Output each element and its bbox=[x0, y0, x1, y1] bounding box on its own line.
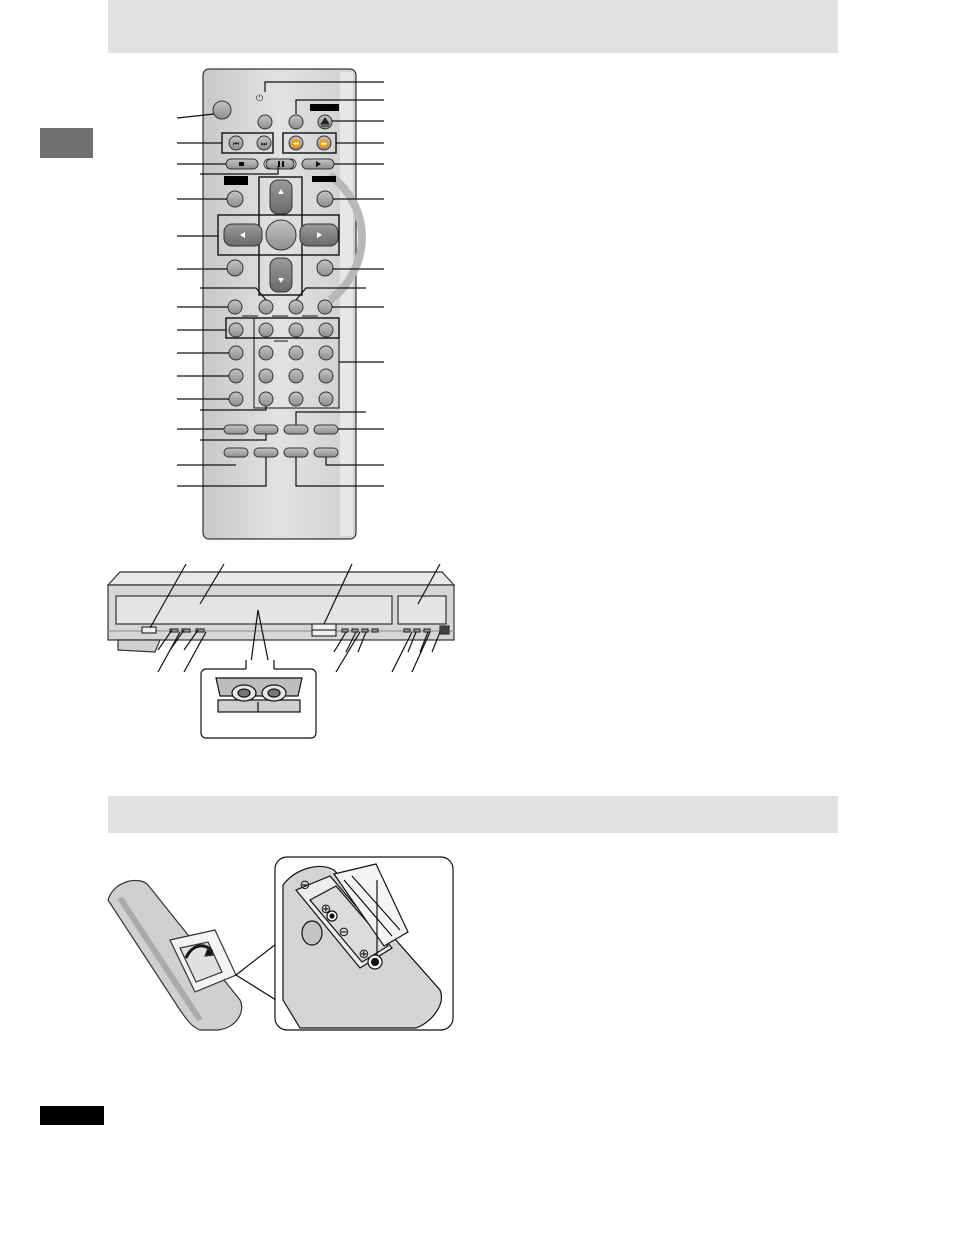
fast-forward-icon: ⏩ bbox=[319, 141, 329, 148]
rewind-icon: ⏪ bbox=[291, 141, 301, 148]
zoom-connector bbox=[236, 944, 276, 1000]
keypad-button[interactable] bbox=[259, 346, 273, 360]
top-button-2[interactable] bbox=[289, 115, 303, 129]
keypad-button[interactable] bbox=[319, 369, 333, 383]
remote-back-illustration bbox=[108, 880, 242, 1030]
keypad-button[interactable] bbox=[319, 323, 333, 337]
keypad-button[interactable] bbox=[289, 392, 303, 406]
remote-control bbox=[203, 69, 362, 539]
keypad-button[interactable] bbox=[229, 392, 243, 406]
skip-next-icon: ⏭ bbox=[260, 141, 268, 148]
keypad-button[interactable] bbox=[259, 369, 273, 383]
keypad-button[interactable] bbox=[289, 323, 303, 337]
keypad-button[interactable] bbox=[229, 346, 243, 360]
power-icon: ⏻ bbox=[256, 94, 264, 104]
main-unit bbox=[108, 572, 454, 652]
battery-minus-symbol: ⊖ bbox=[338, 925, 350, 940]
keypad-button[interactable] bbox=[319, 392, 333, 406]
left-upper-button[interactable] bbox=[227, 191, 243, 207]
oval-button[interactable] bbox=[284, 448, 308, 457]
battery-plus-symbol: ⊕ bbox=[358, 947, 370, 962]
battery-plus-symbol: ⊕ bbox=[320, 902, 332, 917]
keypad-button[interactable] bbox=[289, 369, 303, 383]
function-button-4[interactable] bbox=[318, 300, 332, 314]
keypad-button[interactable] bbox=[259, 323, 273, 337]
oval-button[interactable] bbox=[224, 425, 248, 434]
enter-button[interactable] bbox=[266, 220, 296, 250]
arrow-down-button[interactable] bbox=[270, 258, 292, 292]
arrow-up-button[interactable] bbox=[270, 180, 292, 214]
keypad-button[interactable] bbox=[289, 346, 303, 360]
function-button-1[interactable] bbox=[228, 300, 242, 314]
keypad-button[interactable] bbox=[319, 346, 333, 360]
cassette-detail bbox=[201, 660, 316, 738]
oval-button[interactable] bbox=[284, 425, 308, 434]
right-lower-button[interactable] bbox=[317, 260, 333, 276]
function-button-2[interactable] bbox=[259, 300, 273, 314]
function-button-3[interactable] bbox=[289, 300, 303, 314]
oval-button[interactable] bbox=[314, 425, 338, 434]
keypad-button[interactable] bbox=[229, 369, 243, 383]
oval-button[interactable] bbox=[314, 448, 338, 457]
battery-minus-symbol: ⊖ bbox=[299, 878, 311, 893]
skip-previous-icon: ⏮ bbox=[232, 141, 240, 148]
oval-button[interactable] bbox=[254, 425, 278, 434]
oval-button[interactable] bbox=[224, 448, 248, 457]
left-lower-button[interactable] bbox=[227, 260, 243, 276]
keypad-button[interactable] bbox=[229, 323, 243, 337]
power-button[interactable] bbox=[213, 101, 231, 119]
keypad-button[interactable] bbox=[259, 392, 273, 406]
top-button-1[interactable] bbox=[258, 115, 272, 129]
stop-icon bbox=[239, 162, 244, 166]
oval-button[interactable] bbox=[254, 448, 278, 457]
right-upper-button[interactable] bbox=[317, 191, 333, 207]
